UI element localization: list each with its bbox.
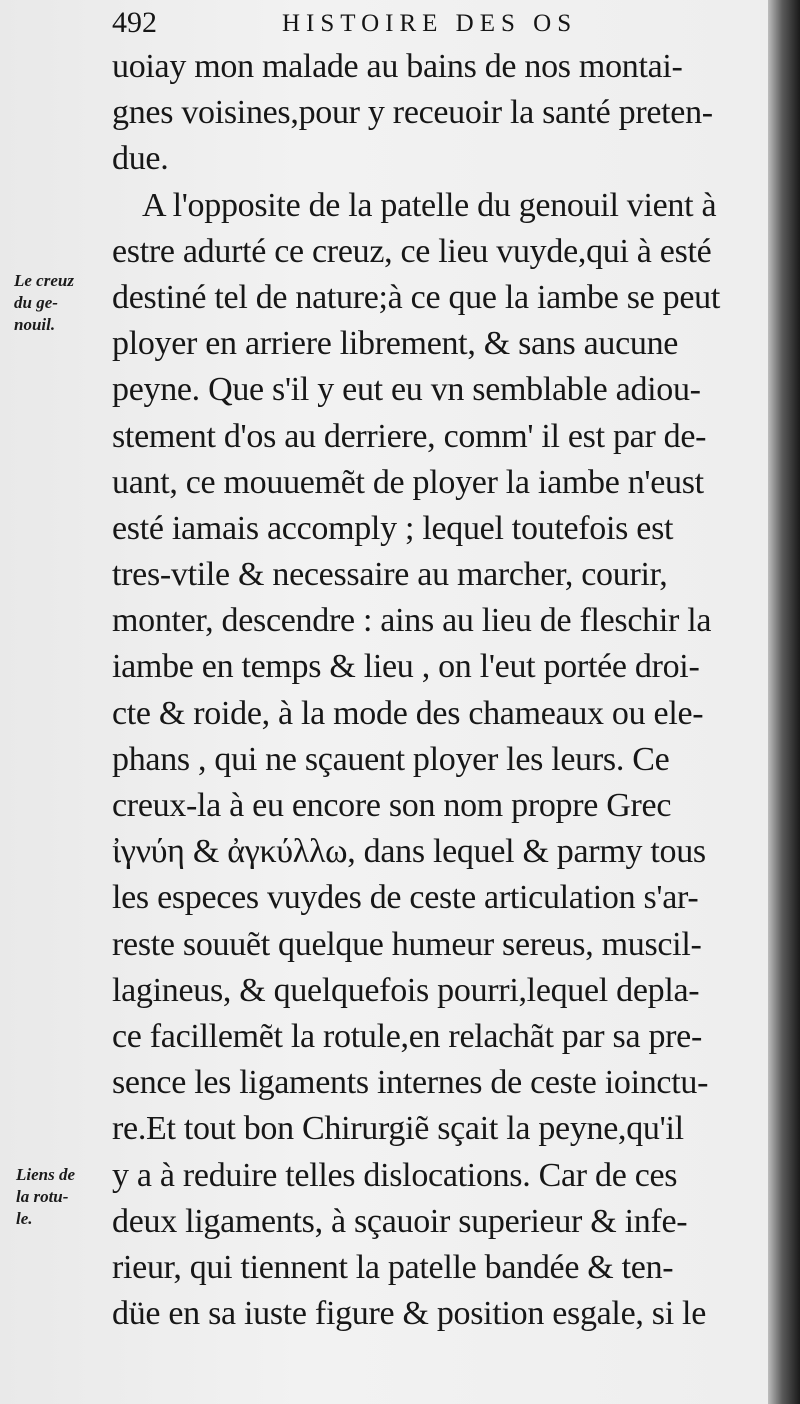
running-head	[112, 6, 742, 40]
text-line: due.	[112, 140, 169, 178]
margin-note-line: Le creuz	[14, 271, 74, 290]
text-line: les especes vuydes de ceste articulation s'ar-	[112, 879, 699, 917]
text-line: destiné tel de nature;à ce que la iambe se peut	[112, 278, 721, 316]
text-line: deux ligaments, à sçauoir superieur & infe-	[112, 1202, 688, 1240]
margin-note-line: la rotu-	[16, 1187, 69, 1206]
text-line: y a à reduire telles dislocations. Car de ces	[112, 1156, 678, 1194]
text-line: gnes voisines,pour y receuoir la santé preten-	[112, 94, 713, 132]
text-line: iambe en temps & lieu , on l'eut portée droi-	[112, 648, 700, 686]
text-line: ployer en arriere librement, & sans aucune	[112, 325, 679, 363]
text-line: monter, descendre : ains au lieu de fleschir la	[112, 602, 712, 640]
margin-note-line: le.	[16, 1209, 33, 1228]
text-line: rieur, qui tiennent la patelle bandée & ten-	[112, 1248, 674, 1286]
text-line: tres-vtile & necessaire au marcher, courir,	[112, 556, 668, 594]
text-line: düe en sa iuste figure & position esgale, si le	[112, 1295, 706, 1333]
text-line: reste souuẽt quelque humeur sereus, muscil-	[112, 925, 702, 963]
margin-note-line: nouil.	[14, 315, 56, 334]
body-text	[112, 44, 752, 1337]
text-line: ce facillemẽt la rotule,en relachãt par sa pre-	[112, 1017, 702, 1055]
margin-note-creux	[14, 270, 74, 336]
paragraph-start-line: A l'opposite de la patelle du genouil vient à	[142, 186, 717, 224]
margin-note-line: du ge-	[14, 293, 58, 312]
text-line: peyne. Que s'il y eut eu vn semblable adiou-	[112, 371, 701, 409]
text-line: cte & roide, à la mode des chameaux ou ele-	[112, 694, 704, 732]
page-number: 492	[112, 6, 157, 39]
text-line: estre adurté ce creuz, ce lieu vuyde,qui à esté	[112, 232, 712, 270]
running-title: HISTOIRE DES OS	[282, 10, 578, 37]
text-line: re.Et tout bon Chirurgiẽ sçait la peyne,qu'il	[112, 1110, 684, 1148]
text-line: creux-la à eu encore son nom propre Grec	[112, 787, 672, 824]
text-line: lagineus, & quelquefois pourri,lequel depla-	[112, 971, 700, 1009]
margin-note-liens	[16, 1164, 75, 1230]
text-line: esté iamais accomply ; lequel toutefois est	[112, 509, 674, 547]
text-line: uant, ce mouuemẽt de ployer la iambe n'eust	[112, 463, 704, 501]
page-gutter-shadow	[768, 0, 800, 1404]
text-line: sence les ligaments internes de ceste ioinctu-	[112, 1064, 709, 1102]
margin-note-line: Liens de	[16, 1165, 76, 1184]
text-line: phans , qui ne sçauent ployer les leurs. Ce	[112, 740, 670, 778]
text-line: ἰγνύη & ἀγκύλλω, dans lequel & parmy tous	[112, 833, 706, 871]
text-line: stement d'os au derriere, comm' il est par de-	[112, 417, 707, 455]
text-line: uoiay mon malade au bains de nos montai-	[112, 48, 683, 85]
